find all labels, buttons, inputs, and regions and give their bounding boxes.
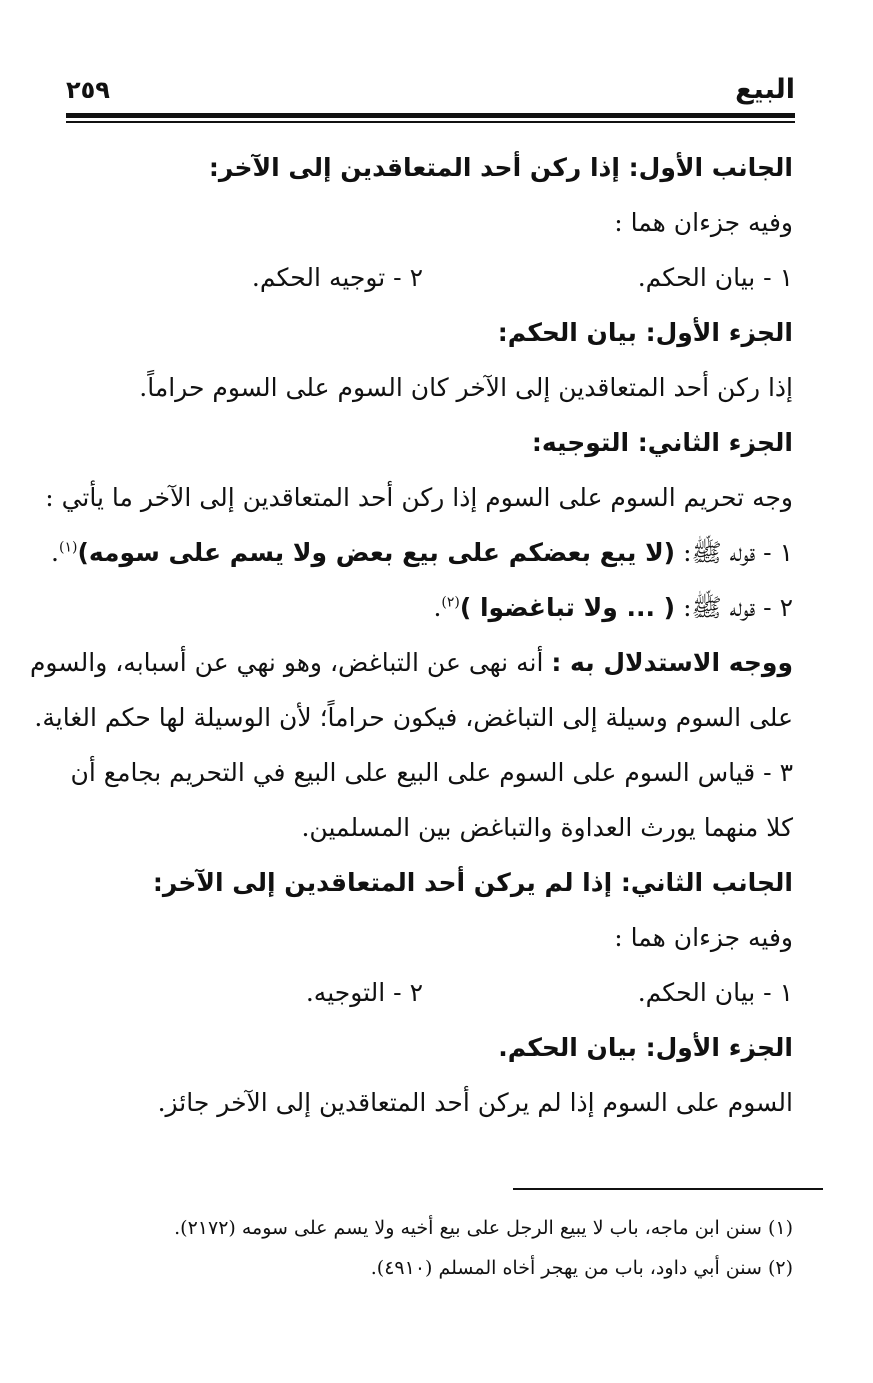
list-item: ٢ - توجيه الحكم. xyxy=(251,263,423,292)
footnote: (٢) سنن أبي داود، باب من يهجر أخاه المسلم (٤٩١٠). xyxy=(370,1257,793,1279)
list-item: ١ - بيان الحكم. xyxy=(637,263,793,292)
section-heading: الجانب الأول: إذا ركن أحد المتعاقدين إلى الآخر: xyxy=(208,153,793,182)
paragraph: وجه تحريم السوم على السوم إذا ركن أحد المتعاقدين إلى الآخر ما يأتي : xyxy=(45,483,793,512)
paragraph: ٣ - قياس السوم على السوم على البيع على البيع في التحريم بجامع أن xyxy=(70,758,793,787)
paragraph: على السوم وسيلة إلى التباغض، فيكون حراماً؛ لأن الوسيلة لها حكم الغاية. xyxy=(34,703,793,732)
page-number: ٢٥٩ xyxy=(66,76,110,104)
subheading: الجزء الأول: بيان الحكم. xyxy=(498,1033,793,1062)
paragraph-text: أنه نهى عن التباغض، وهو نهي عن أسبابه، والسوم xyxy=(29,648,544,677)
evidence-prefix: ٢ - قوله ﷺ: xyxy=(683,593,793,622)
evidence-item: ١ - قوله ﷺ: (لا يبع بعضكم على بيع بعض ولا يسم على سومه)$^{(١)}$. xyxy=(51,538,793,567)
parts-list xyxy=(74,250,793,305)
hadith-quote: (لا يبع بعضكم على بيع بعض ولا يسم على سومه) xyxy=(77,538,676,567)
parts-list xyxy=(74,965,793,1020)
section-heading: الجانب الثاني: إذا لم يركن أحد المتعاقدين إلى الآخر: xyxy=(152,868,793,897)
footnote: (١) سنن ابن ماجه، باب لا يبيع الرجل على بيع أخيه ولا يسم على سومه (٢١٧٢). xyxy=(174,1217,793,1239)
inline-label: ووجه الاستدلال به : xyxy=(551,648,793,677)
hadith-quote: ( ... ولا تباغضوا ) xyxy=(459,593,676,622)
footnotes xyxy=(74,1208,793,1288)
page-header xyxy=(66,74,795,114)
paragraph: السوم على السوم إذا لم يركن أحد المتعاقدين إلى الآخر جائز. xyxy=(157,1088,793,1117)
list-item: ٢ - التوجيه. xyxy=(305,978,423,1007)
header-rule-thin xyxy=(66,121,795,123)
subheading: الجزء الثاني: التوجيه: xyxy=(531,428,793,457)
main-text xyxy=(29,140,793,1130)
paragraph: إذا ركن أحد المتعاقدين إلى الآخر كان السوم على السوم حراماً. xyxy=(139,373,793,402)
evidence-prefix: ١ - قوله ﷺ: xyxy=(683,538,793,567)
footnote-rule xyxy=(513,1188,823,1190)
paragraph xyxy=(29,635,793,690)
running-title: البيع xyxy=(735,74,795,105)
footnote-ref: (١) xyxy=(58,539,78,556)
header-rule-thick xyxy=(66,113,795,118)
paragraph: وفيه جزءان هما : xyxy=(614,923,793,952)
list-item: ١ - بيان الحكم. xyxy=(637,978,793,1007)
paragraph: وفيه جزءان هما : xyxy=(614,208,793,237)
paragraph: كلا منهما يورث العداوة والتباغض بين المسلمين. xyxy=(301,813,793,842)
subheading: الجزء الأول: بيان الحكم: xyxy=(497,318,793,347)
evidence-item: ٢ - قوله ﷺ: ( ... ولا تباغضوا )$^{(٢)}$. xyxy=(433,593,793,622)
footnote-ref: (٢) xyxy=(441,594,460,611)
